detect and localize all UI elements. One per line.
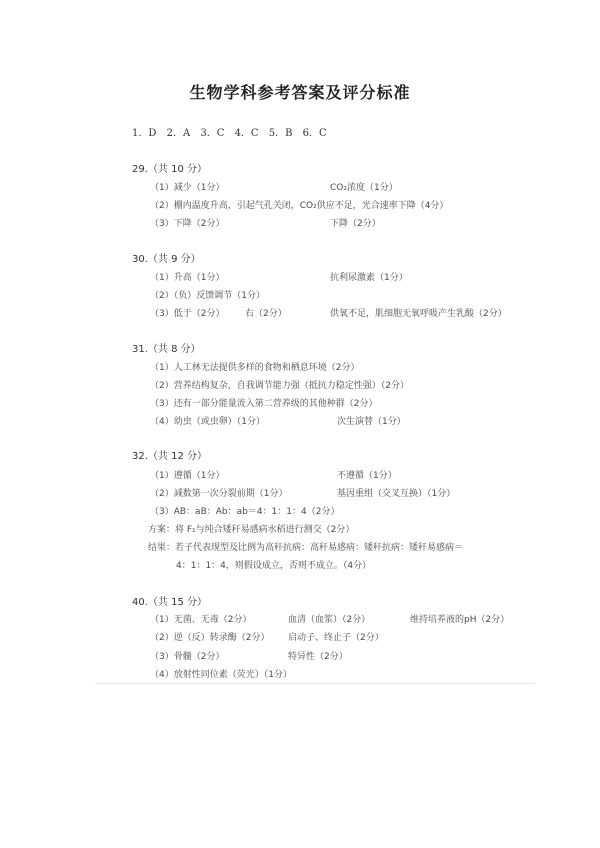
q32-heading: 32.（共 12 分） xyxy=(132,451,207,462)
mc-answer-6: 6．C xyxy=(302,128,327,139)
q30-heading: 30.（共 9 分） xyxy=(132,254,201,265)
page-bottom-divider xyxy=(95,683,535,684)
q40-line1-b: 血清（血浆）（2分） xyxy=(288,615,371,625)
mc-answer-5: 5．B xyxy=(268,128,293,139)
q40-line2-a: （2）逆（反）转录酶（2分） xyxy=(150,633,270,643)
q32-result-cont: 4：1：1：4，则假设成立，否则不成立。（4分） xyxy=(176,561,372,571)
q32-line3: （3）AB：aB：Ab：ab＝4：1：1：4（2分） xyxy=(150,507,340,517)
mc-answer-4: 4．C xyxy=(234,128,259,139)
multiple-choice-answers xyxy=(132,124,334,139)
q32-line2-a: （2）减数第一次分裂前期（1分） xyxy=(150,489,288,499)
q40-line3-b: 特异性（2分） xyxy=(288,652,348,662)
q32-line1-b: 不遵循（1分） xyxy=(337,471,397,481)
q40-line1-c: 维持培养液的pH（2分） xyxy=(410,615,510,625)
mc-answer-2: 2．A xyxy=(166,128,191,139)
q40-line3-a: （3）骨髓（2分） xyxy=(150,652,225,662)
q30-line3-a: （3）低于（2分） xyxy=(150,309,225,319)
q29-heading: 29.（共 10 分） xyxy=(132,164,207,175)
q31-line1: （1）人工林无法提供多样的食物和栖息环境（2分） xyxy=(150,363,360,373)
q29-line1-a: （1）减少（1分） xyxy=(150,183,225,193)
mc-answer-3: 3．C xyxy=(200,128,225,139)
q40-line2-b: 启动子、终止子（2分） xyxy=(288,633,384,643)
q31-heading: 31.（共 8 分） xyxy=(132,344,201,355)
q32-plan: 方案：将 F₁与纯合矮秆易感病水稻进行测交（2分） xyxy=(148,525,355,535)
q32-line1-a: （1）遵循（1分） xyxy=(150,471,225,481)
page-title: 生物学科参考答案及评分标准 xyxy=(189,83,411,102)
q31-line4-b: 次生演替（1分） xyxy=(337,417,406,427)
q29-line3-b: 下降（2分） xyxy=(330,219,381,229)
q32-line2-b: 基因重组（交叉互换）（1分） xyxy=(337,489,456,499)
q30-line3-c: 供氧不足，肌细胞无氧呼吸产生乳酸（2分） xyxy=(330,309,507,319)
q29-line2: （2）棚内温度升高，引起气孔关闭，CO₂供应不足，光合速率下降（4分） xyxy=(150,201,449,211)
q30-line3-b: 右（2分） xyxy=(245,309,287,319)
q31-line2: （2）营养结构复杂，自我调节能力强（抵抗力稳定性强）（2分） xyxy=(150,381,409,391)
q30-line1-b: 抗利尿激素（1分） xyxy=(330,273,408,283)
q29-line3-a: （3）下降（2分） xyxy=(150,219,225,229)
q30-line1-a: （1）升高（1分） xyxy=(150,273,225,283)
q40-line1-a: （1）无菌、无毒（2分） xyxy=(150,615,252,625)
q30-line2: （2）（负）反馈调节（1分） xyxy=(150,291,265,301)
mc-answer-1: 1．D xyxy=(132,128,157,139)
q29-line1-b: CO₂浓度（1分） xyxy=(330,183,398,193)
q32-result: 结果：若子代表现型及比例为高秆抗病：高秆易感病：矮秆抗病：矮秆易感病＝ xyxy=(148,543,464,553)
q40-heading: 40.（共 15 分） xyxy=(132,597,207,608)
q40-line4: （4）放射性同位素（荧光）（1分） xyxy=(150,670,292,680)
q31-line4-a: （4）幼虫（或虫卵）（1分） xyxy=(150,417,265,427)
q31-line3: （3）还有一部分能量流入第二营养级的其他种群（2分） xyxy=(150,399,378,409)
